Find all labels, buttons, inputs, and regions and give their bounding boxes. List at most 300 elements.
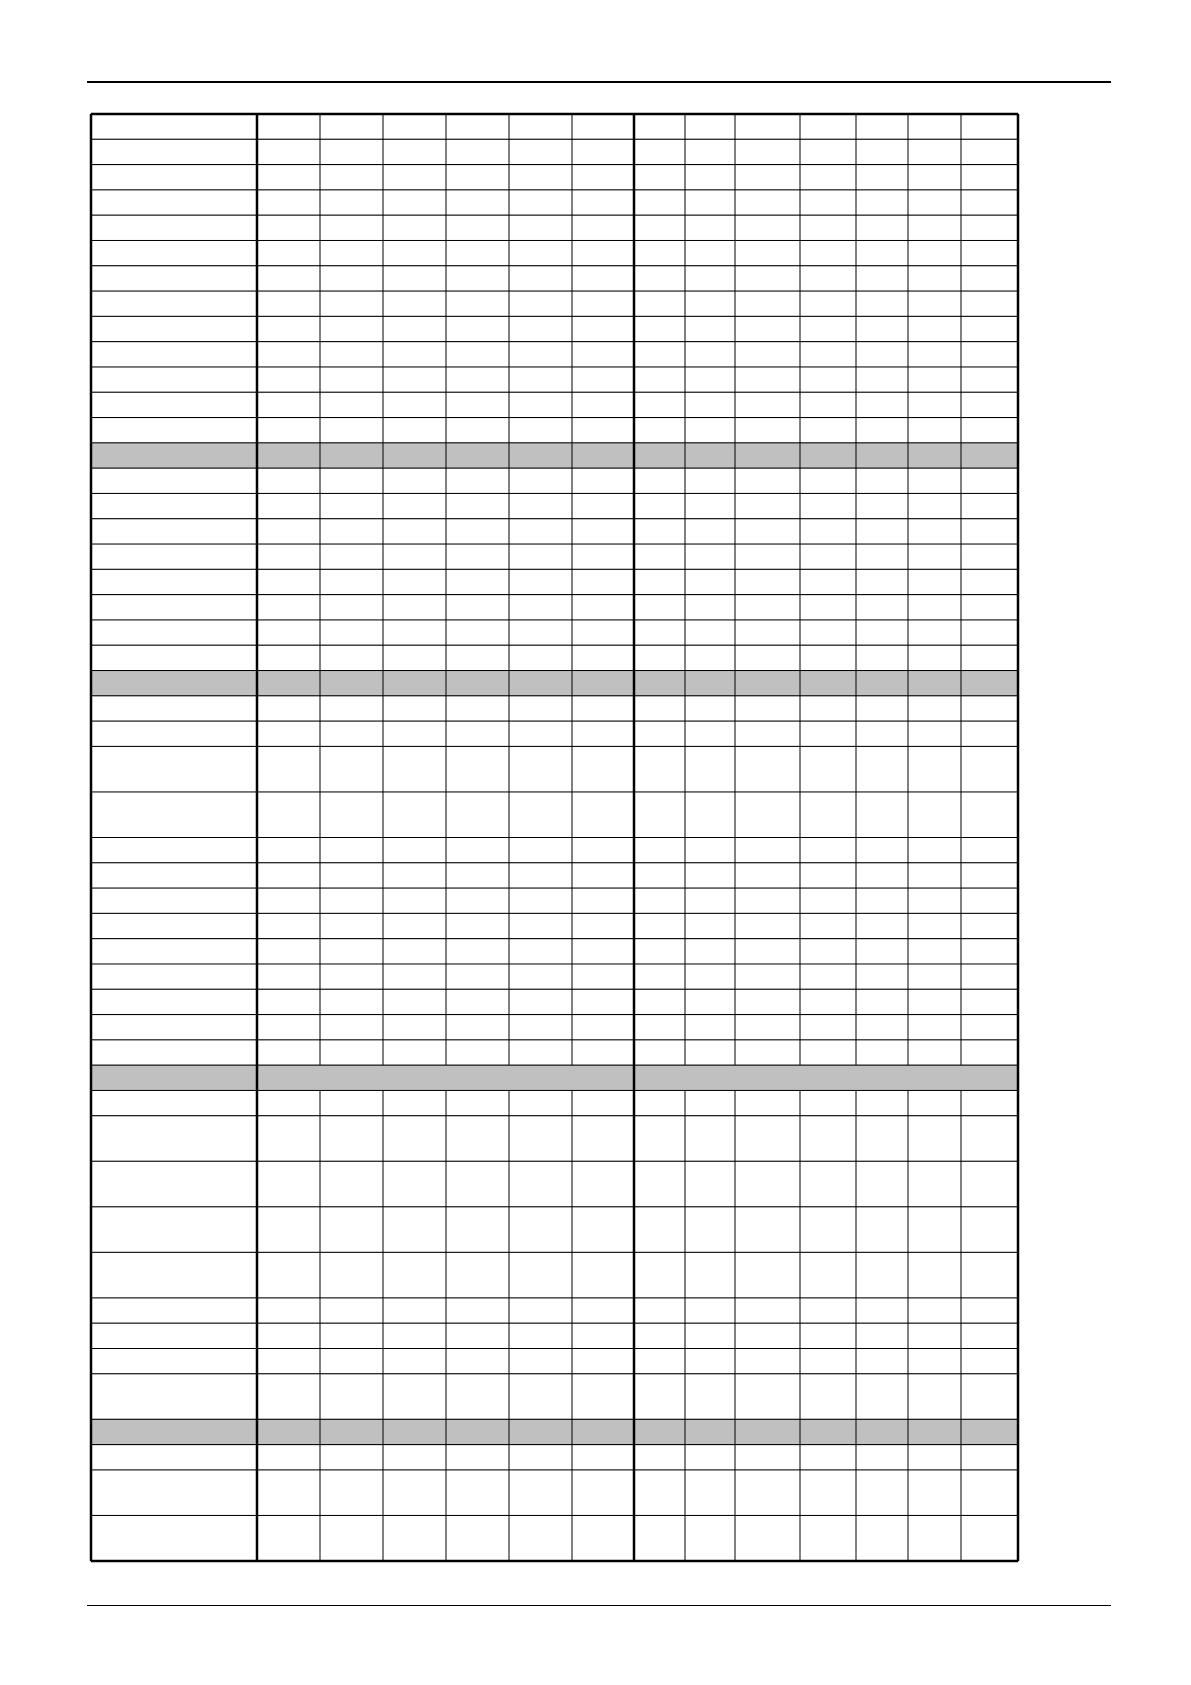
table-cell — [446, 569, 509, 594]
table-cell — [91, 721, 257, 746]
table-cell — [572, 519, 634, 544]
table-cell — [320, 1445, 383, 1470]
table-cell — [446, 746, 509, 792]
table-cell — [572, 696, 634, 721]
table-cell — [383, 746, 446, 792]
table-cell — [634, 696, 685, 721]
section-header-cell — [320, 443, 383, 468]
table-cell — [91, 342, 257, 367]
table-cell — [383, 863, 446, 888]
table-cell — [383, 1445, 446, 1470]
table-cell — [91, 266, 257, 291]
table-cell — [735, 190, 800, 215]
table-cell — [572, 939, 634, 964]
table-cell — [908, 544, 961, 569]
table-cell — [509, 863, 572, 888]
table-cell — [257, 1040, 320, 1065]
table-cell — [257, 989, 320, 1014]
table-cell — [634, 215, 685, 240]
table-cell — [509, 696, 572, 721]
table-cell — [908, 838, 961, 863]
table-cell — [446, 418, 509, 443]
table-cell — [856, 989, 908, 1014]
table-cell — [320, 342, 383, 367]
table-cell — [800, 1116, 856, 1162]
table-cell — [908, 989, 961, 1014]
table-cell — [735, 1116, 800, 1162]
table-cell — [91, 989, 257, 1014]
table-cell — [383, 1349, 446, 1374]
table-cell — [685, 240, 735, 265]
table-cell — [383, 544, 446, 569]
table-cell — [735, 367, 800, 392]
table-cell — [383, 493, 446, 518]
table-cell — [634, 792, 685, 838]
table-cell — [257, 913, 320, 938]
table-cell — [908, 266, 961, 291]
table-cell — [685, 190, 735, 215]
table-cell — [908, 569, 961, 594]
section-header-cell — [856, 671, 908, 696]
table-cell — [634, 1252, 685, 1298]
table-cell — [446, 620, 509, 645]
table-cell — [320, 620, 383, 645]
table-cell — [685, 1298, 735, 1323]
table-cell — [908, 1374, 961, 1420]
table-cell — [509, 1040, 572, 1065]
table-cell — [383, 215, 446, 240]
section-header-cell — [509, 443, 572, 468]
table-cell — [91, 1445, 257, 1470]
table-cell — [634, 114, 685, 139]
table-cell — [509, 519, 572, 544]
table-cell — [856, 888, 908, 913]
table-cell — [91, 1015, 257, 1040]
table-cell — [800, 569, 856, 594]
table-cell — [446, 1515, 509, 1561]
table-cell — [685, 468, 735, 493]
table-cell — [856, 342, 908, 367]
table-cell — [446, 913, 509, 938]
table-cell — [908, 392, 961, 417]
table-cell — [91, 367, 257, 392]
table-cell — [320, 721, 383, 746]
table-cell — [735, 989, 800, 1014]
table-cell — [735, 215, 800, 240]
table-cell — [446, 838, 509, 863]
table-cell — [383, 1374, 446, 1420]
table-cell — [91, 696, 257, 721]
table-cell — [908, 1116, 961, 1162]
table-cell — [383, 1323, 446, 1348]
table-cell — [908, 367, 961, 392]
table-cell — [735, 1349, 800, 1374]
table-cell — [634, 266, 685, 291]
table-cell — [961, 342, 1018, 367]
table-cell — [91, 838, 257, 863]
table-cell — [257, 468, 320, 493]
table-cell — [908, 1515, 961, 1561]
table-cell — [509, 1445, 572, 1470]
section-header-cell — [446, 671, 509, 696]
table-cell — [320, 544, 383, 569]
table-cell — [856, 620, 908, 645]
table-cell — [383, 190, 446, 215]
table-cell — [800, 1374, 856, 1420]
section-header-cell — [572, 443, 634, 468]
section-header-cell — [961, 1419, 1018, 1444]
table-cell — [961, 392, 1018, 417]
table-cell — [383, 1116, 446, 1162]
table-cell — [685, 367, 735, 392]
table-cell — [685, 1374, 735, 1420]
table-cell — [685, 746, 735, 792]
table-cell — [634, 1161, 685, 1207]
section-header-cell — [446, 1419, 509, 1444]
section-header-cell — [572, 671, 634, 696]
section-header-cell — [908, 671, 961, 696]
table-cell — [685, 863, 735, 888]
table-cell — [383, 114, 446, 139]
table-cell — [634, 620, 685, 645]
table-cell — [383, 620, 446, 645]
table-cell — [685, 1252, 735, 1298]
table-cell — [685, 493, 735, 518]
table-cell — [572, 1207, 634, 1253]
table-cell — [908, 1040, 961, 1065]
table-cell — [446, 316, 509, 341]
table-cell — [908, 1445, 961, 1470]
table-cell — [735, 165, 800, 190]
table-cell — [509, 392, 572, 417]
table-cell — [961, 544, 1018, 569]
table-cell — [961, 964, 1018, 989]
section-header-cell — [509, 1419, 572, 1444]
table-cell — [735, 863, 800, 888]
table-cell — [800, 1090, 856, 1115]
table-cell — [383, 1207, 446, 1253]
table-cell — [634, 721, 685, 746]
table-cell — [320, 316, 383, 341]
table-cell — [446, 888, 509, 913]
table-cell — [908, 888, 961, 913]
table-cell — [908, 342, 961, 367]
table-cell — [320, 392, 383, 417]
table-cell — [91, 165, 257, 190]
table-cell — [509, 493, 572, 518]
table-cell — [961, 1161, 1018, 1207]
table-cell — [735, 1470, 800, 1516]
table-cell — [509, 838, 572, 863]
table-cell — [509, 367, 572, 392]
table-cell — [735, 342, 800, 367]
table-cell — [320, 190, 383, 215]
table-cell — [856, 544, 908, 569]
section-header-cell — [735, 443, 800, 468]
table-cell — [257, 493, 320, 518]
table-cell — [446, 696, 509, 721]
table-cell — [961, 838, 1018, 863]
table-cell — [320, 240, 383, 265]
table-cell — [320, 519, 383, 544]
table-cell — [383, 721, 446, 746]
table-cell — [961, 240, 1018, 265]
table-cell — [320, 595, 383, 620]
table-cell — [961, 1252, 1018, 1298]
table-cell — [446, 367, 509, 392]
table-cell — [572, 989, 634, 1014]
table-cell — [91, 792, 257, 838]
table-cell — [685, 519, 735, 544]
table-cell — [735, 721, 800, 746]
table-cell — [908, 114, 961, 139]
section-header-cell — [908, 1419, 961, 1444]
table-cell — [509, 620, 572, 645]
table-cell — [91, 291, 257, 316]
table-cell — [320, 1090, 383, 1115]
table-cell — [320, 1515, 383, 1561]
table-cell — [735, 888, 800, 913]
table-cell — [908, 215, 961, 240]
table-cell — [685, 114, 735, 139]
table-cell — [685, 964, 735, 989]
table-cell — [685, 291, 735, 316]
table-cell — [634, 190, 685, 215]
table-cell — [572, 316, 634, 341]
table-cell — [685, 266, 735, 291]
section-header-cell — [383, 1419, 446, 1444]
table-cell — [961, 215, 1018, 240]
table-cell — [800, 291, 856, 316]
table-cell — [634, 1015, 685, 1040]
table-cell — [91, 1161, 257, 1207]
table-cell — [509, 1323, 572, 1348]
table-cell — [257, 1445, 320, 1470]
table-cell — [572, 746, 634, 792]
table-cell — [509, 888, 572, 913]
table-cell — [320, 493, 383, 518]
table-cell — [446, 863, 509, 888]
table-cell — [257, 367, 320, 392]
table-cell — [856, 1116, 908, 1162]
section-header-cell — [856, 443, 908, 468]
table-cell — [634, 913, 685, 938]
table-cell — [634, 1090, 685, 1115]
table-cell — [800, 114, 856, 139]
table-cell — [735, 114, 800, 139]
table-cell — [91, 1116, 257, 1162]
table-cell — [634, 746, 685, 792]
table-cell — [446, 114, 509, 139]
table-cell — [685, 696, 735, 721]
table-cell — [685, 792, 735, 838]
table-cell — [383, 291, 446, 316]
table-cell — [685, 392, 735, 417]
table-cell — [800, 316, 856, 341]
table-cell — [856, 418, 908, 443]
table-cell — [961, 1116, 1018, 1162]
table-cell — [91, 1298, 257, 1323]
table-cell — [509, 1515, 572, 1561]
table-cell — [856, 1040, 908, 1065]
table-cell — [320, 989, 383, 1014]
table-cell — [961, 569, 1018, 594]
table-cell — [572, 1515, 634, 1561]
table-cell — [735, 240, 800, 265]
table-cell — [856, 1349, 908, 1374]
section-header-cell — [685, 443, 735, 468]
table-cell — [383, 696, 446, 721]
table-cell — [509, 721, 572, 746]
table-cell — [509, 266, 572, 291]
table-cell — [961, 645, 1018, 670]
table-cell — [320, 645, 383, 670]
table-cell — [735, 838, 800, 863]
table-cell — [908, 1298, 961, 1323]
table-cell — [685, 620, 735, 645]
table-cell — [800, 1252, 856, 1298]
table-cell — [572, 620, 634, 645]
table-cell — [856, 114, 908, 139]
table-cell — [961, 139, 1018, 164]
table-cell — [800, 1298, 856, 1323]
table-cell — [446, 1349, 509, 1374]
table-cell — [446, 493, 509, 518]
table-cell — [961, 792, 1018, 838]
table-cell — [383, 392, 446, 417]
table-cell — [320, 114, 383, 139]
table-cell — [257, 1207, 320, 1253]
table-cell — [800, 342, 856, 367]
table-cell — [509, 291, 572, 316]
table-cell — [320, 569, 383, 594]
table-cell — [961, 291, 1018, 316]
table-cell — [509, 342, 572, 367]
table-cell — [383, 165, 446, 190]
table-cell — [634, 392, 685, 417]
table-cell — [634, 1470, 685, 1516]
table-cell — [320, 888, 383, 913]
table-cell — [685, 215, 735, 240]
table-cell — [509, 1116, 572, 1162]
table-cell — [856, 519, 908, 544]
table-cell — [383, 139, 446, 164]
table-cell — [800, 367, 856, 392]
table-cell — [961, 1207, 1018, 1253]
table-cell — [446, 215, 509, 240]
table-cell — [634, 569, 685, 594]
table-cell — [509, 139, 572, 164]
table-cell — [383, 1015, 446, 1040]
table-cell — [908, 418, 961, 443]
table-cell — [383, 468, 446, 493]
table-cell — [856, 266, 908, 291]
table-cell — [572, 964, 634, 989]
section-header-cell — [257, 1065, 634, 1090]
table-cell — [91, 392, 257, 417]
table-cell — [509, 939, 572, 964]
table-cell — [735, 1252, 800, 1298]
table-cell — [856, 1090, 908, 1115]
table-cell — [800, 544, 856, 569]
section-header-cell — [320, 671, 383, 696]
table-cell — [856, 939, 908, 964]
table-cell — [856, 838, 908, 863]
table-cell — [257, 215, 320, 240]
table-cell — [572, 418, 634, 443]
table-cell — [572, 342, 634, 367]
table-cell — [961, 1323, 1018, 1348]
table-cell — [735, 418, 800, 443]
table-cell — [572, 1116, 634, 1162]
table-cell — [961, 913, 1018, 938]
table-cell — [320, 1161, 383, 1207]
table-cell — [509, 645, 572, 670]
table-cell — [257, 746, 320, 792]
table-cell — [908, 913, 961, 938]
table-cell — [257, 1090, 320, 1115]
table-cell — [91, 468, 257, 493]
table-cell — [735, 519, 800, 544]
table-cell — [961, 620, 1018, 645]
table-cell — [961, 696, 1018, 721]
table-cell — [735, 1040, 800, 1065]
table-cell — [961, 939, 1018, 964]
table-cell — [735, 139, 800, 164]
table-cell — [257, 964, 320, 989]
table-cell — [91, 1515, 257, 1561]
table-cell — [572, 544, 634, 569]
table-cell — [572, 838, 634, 863]
table-cell — [961, 1349, 1018, 1374]
section-header-cell — [961, 443, 1018, 468]
table-cell — [800, 964, 856, 989]
table-cell — [735, 792, 800, 838]
table-cell — [961, 1298, 1018, 1323]
table-cell — [320, 1207, 383, 1253]
table-cell — [800, 418, 856, 443]
section-header-cell — [91, 1065, 257, 1090]
table-cell — [908, 1015, 961, 1040]
table-cell — [961, 266, 1018, 291]
table-cell — [800, 215, 856, 240]
table-cell — [685, 1323, 735, 1348]
table-cell — [446, 1015, 509, 1040]
section-header-cell — [800, 671, 856, 696]
table-cell — [856, 1252, 908, 1298]
table-cell — [320, 1116, 383, 1162]
table-cell — [257, 1116, 320, 1162]
table-cell — [856, 240, 908, 265]
table-cell — [572, 595, 634, 620]
section-header-cell — [908, 443, 961, 468]
table-cell — [320, 1374, 383, 1420]
table-cell — [961, 863, 1018, 888]
table-cell — [856, 493, 908, 518]
table-cell — [908, 190, 961, 215]
section-header-cell — [257, 1419, 320, 1444]
table-cell — [91, 1470, 257, 1516]
table-cell — [509, 240, 572, 265]
table-cell — [509, 114, 572, 139]
table-cell — [446, 1323, 509, 1348]
table-cell — [509, 1207, 572, 1253]
table-cell — [446, 1116, 509, 1162]
section-header-cell — [856, 1419, 908, 1444]
section-header-cell — [800, 443, 856, 468]
table-cell — [446, 1374, 509, 1420]
table-cell — [383, 316, 446, 341]
